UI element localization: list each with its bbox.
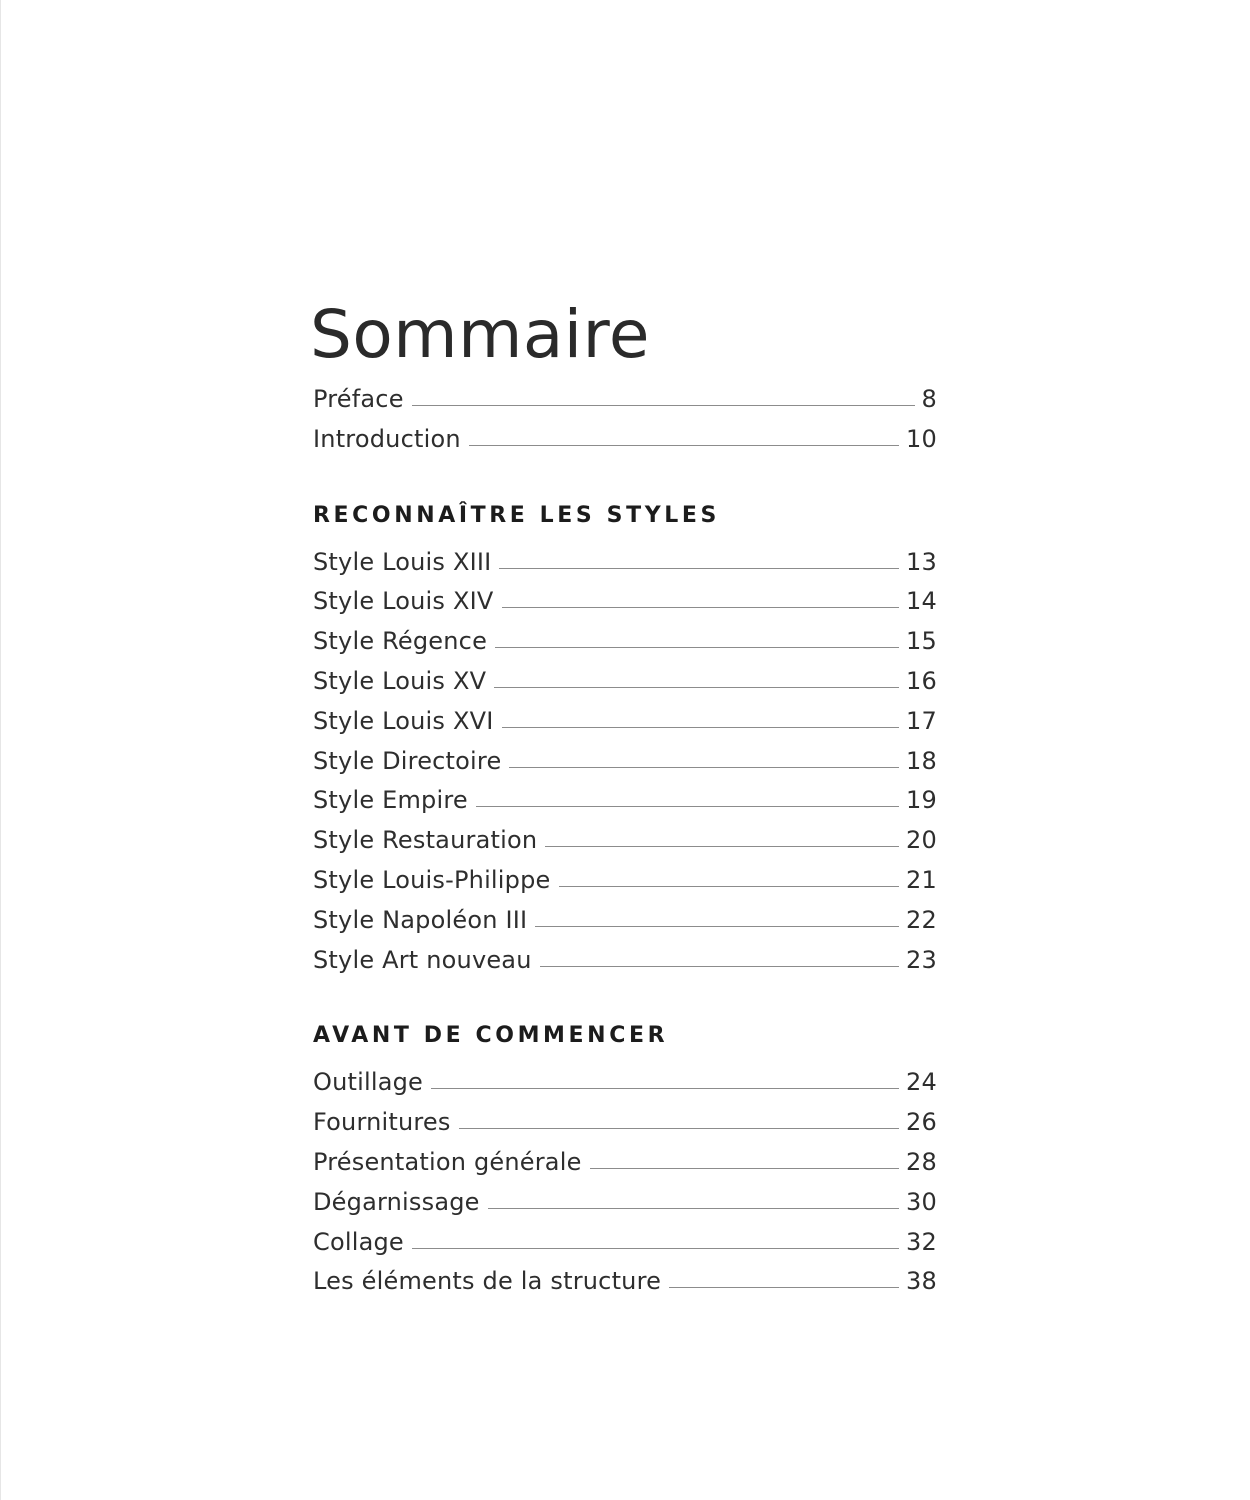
toc-entry-page: 26	[906, 1108, 937, 1137]
section-heading-styles: RECONNAÎTRE LES STYLES	[313, 502, 720, 528]
dot-leader	[459, 1128, 899, 1129]
spacer	[313, 985, 937, 1016]
toc-entry-page: 18	[906, 746, 937, 775]
dot-leader	[469, 445, 899, 446]
toc-entry[interactable]	[313, 627, 937, 667]
toc-entry-page: 21	[906, 865, 937, 894]
toc-entry-label: Style Régence	[313, 627, 488, 656]
dot-leader	[540, 966, 899, 967]
section-heading-avant: AVANT DE COMMENCER	[313, 1023, 669, 1049]
toc-entry-page: 13	[906, 547, 937, 576]
toc-entry-label: Dégarnissage	[313, 1187, 480, 1216]
toc-entry-page: 24	[906, 1068, 937, 1097]
toc-entry[interactable]	[313, 786, 937, 826]
toc-entry-page: 38	[906, 1267, 937, 1296]
toc-entry-page: 10	[906, 424, 937, 453]
spacer	[313, 465, 937, 496]
toc-entry-label: Style Restauration	[313, 826, 538, 855]
toc-entry-page: 15	[906, 627, 937, 656]
toc-entry[interactable]	[313, 1267, 937, 1307]
dot-leader	[412, 405, 915, 406]
toc-entry[interactable]	[313, 1108, 937, 1148]
toc-entry-label: Fournitures	[313, 1108, 451, 1137]
dot-leader	[590, 1168, 900, 1169]
toc-entry[interactable]	[313, 548, 937, 588]
toc-entry[interactable]	[313, 707, 937, 747]
toc-entry-label: Style Louis XVI	[313, 706, 494, 735]
toc-entry-label: Style Empire	[313, 786, 468, 815]
toc-entry-label: Introduction	[313, 424, 461, 453]
dot-leader	[499, 568, 899, 569]
toc-entry[interactable]	[313, 747, 937, 787]
toc-entry-label: Présentation générale	[313, 1147, 582, 1176]
dot-leader	[669, 1287, 899, 1288]
dot-leader	[559, 886, 900, 887]
toc-entry-label: Style Napoléon III	[313, 905, 528, 934]
toc-entry-page: 16	[906, 666, 937, 695]
toc-entry-page: 28	[906, 1147, 937, 1176]
dot-leader	[502, 607, 900, 608]
dot-leader	[495, 647, 899, 648]
toc-entry[interactable]	[313, 1188, 937, 1228]
dot-leader	[488, 1208, 899, 1209]
toc-entry[interactable]	[313, 826, 937, 866]
toc-entry-page: 32	[906, 1227, 937, 1256]
table-of-contents	[310, 295, 937, 1307]
dot-leader	[476, 806, 899, 807]
dot-leader	[412, 1248, 899, 1249]
dot-leader	[535, 926, 899, 927]
toc-entry-page: 23	[906, 945, 937, 974]
toc-entry-page: 22	[906, 905, 937, 934]
spacer	[313, 536, 937, 548]
toc-entry[interactable]	[313, 667, 937, 707]
toc-entry-label: Collage	[313, 1227, 404, 1256]
toc-entry-preface[interactable]	[313, 385, 937, 425]
toc-entry-page: 19	[906, 786, 937, 815]
toc-entry-label: Préface	[313, 385, 404, 413]
page-title: Sommaire	[310, 296, 650, 373]
toc-entry-introduction[interactable]	[313, 425, 937, 465]
toc-entry-page: 17	[906, 706, 937, 735]
toc-entry[interactable]	[313, 1148, 937, 1188]
toc-entry-label: Style Louis XIII	[313, 547, 492, 576]
toc-entry-page: 30	[906, 1187, 937, 1216]
toc-entry[interactable]	[313, 1228, 937, 1268]
toc-entry[interactable]	[313, 1068, 937, 1108]
toc-entry-label: Style Louis-Philippe	[313, 865, 551, 894]
dot-leader	[431, 1088, 899, 1089]
toc-entry[interactable]	[313, 946, 937, 986]
toc-entry-label: Style Louis XIV	[313, 587, 494, 616]
dot-leader	[509, 767, 899, 768]
toc-entry-page: 20	[906, 826, 937, 855]
toc-entry[interactable]	[313, 906, 937, 946]
toc-entry[interactable]	[313, 866, 937, 906]
toc-entry-label: Style Directoire	[313, 746, 502, 775]
toc-entry-label: Les éléments de la structure	[313, 1267, 662, 1296]
spacer	[313, 1056, 937, 1068]
toc-entry-page: 8	[921, 385, 937, 413]
toc-entry-label: Style Louis XV	[313, 666, 487, 695]
dot-leader	[494, 687, 899, 688]
toc-entry[interactable]	[313, 587, 937, 627]
dot-leader	[545, 846, 899, 847]
toc-entry-page: 14	[906, 587, 937, 616]
toc-entry-label: Outillage	[313, 1068, 424, 1097]
dot-leader	[502, 727, 900, 728]
toc-entry-label: Style Art nouveau	[313, 945, 532, 974]
